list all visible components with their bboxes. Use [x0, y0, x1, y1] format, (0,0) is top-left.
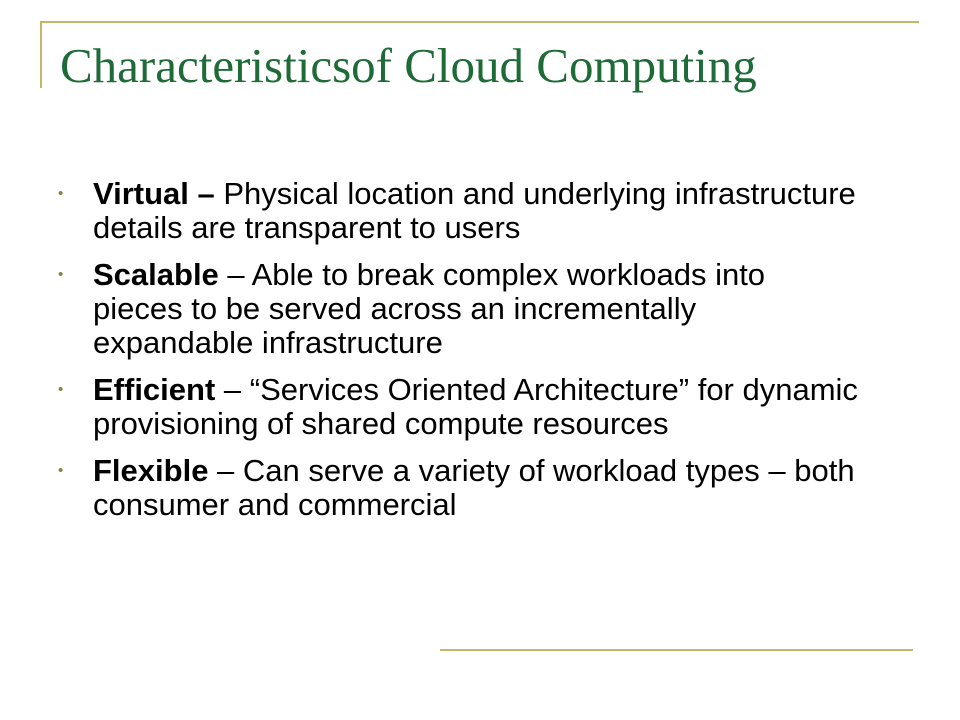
left-divider	[40, 21, 42, 88]
bullet-text: – “Services Oriented Architecture” for dynamic provisioning of shared compute resources	[93, 372, 858, 441]
bullet-icon: •	[58, 185, 64, 202]
bullet-text: – Can serve a variety of workload types – both consumer and commercial	[93, 453, 855, 522]
bullet-item-scalable	[58, 258, 858, 360]
bullet-text: Physical location and underlying infrastructure details are transparent to users	[93, 176, 856, 245]
bullet-text: – Able to break complex workloads into pieces to be served across an incrementally expandable infrastructure	[93, 257, 766, 360]
top-divider	[40, 21, 919, 23]
bullet-icon: •	[58, 381, 64, 398]
bullet-item-virtual	[58, 177, 858, 245]
bullet-term: Virtual –	[93, 176, 215, 211]
bullet-icon: •	[58, 462, 64, 479]
bullet-term: Scalable	[93, 257, 219, 292]
bullet-term: Flexible	[93, 453, 209, 488]
slide-title: Characteristicsof Cloud Computing	[60, 38, 757, 93]
bullet-item-efficient	[58, 373, 858, 441]
bottom-divider	[440, 649, 913, 651]
bullet-icon: •	[58, 266, 64, 283]
bullet-item-flexible	[58, 454, 858, 522]
bullet-list	[58, 177, 858, 535]
bullet-term: Efficient	[93, 372, 216, 407]
